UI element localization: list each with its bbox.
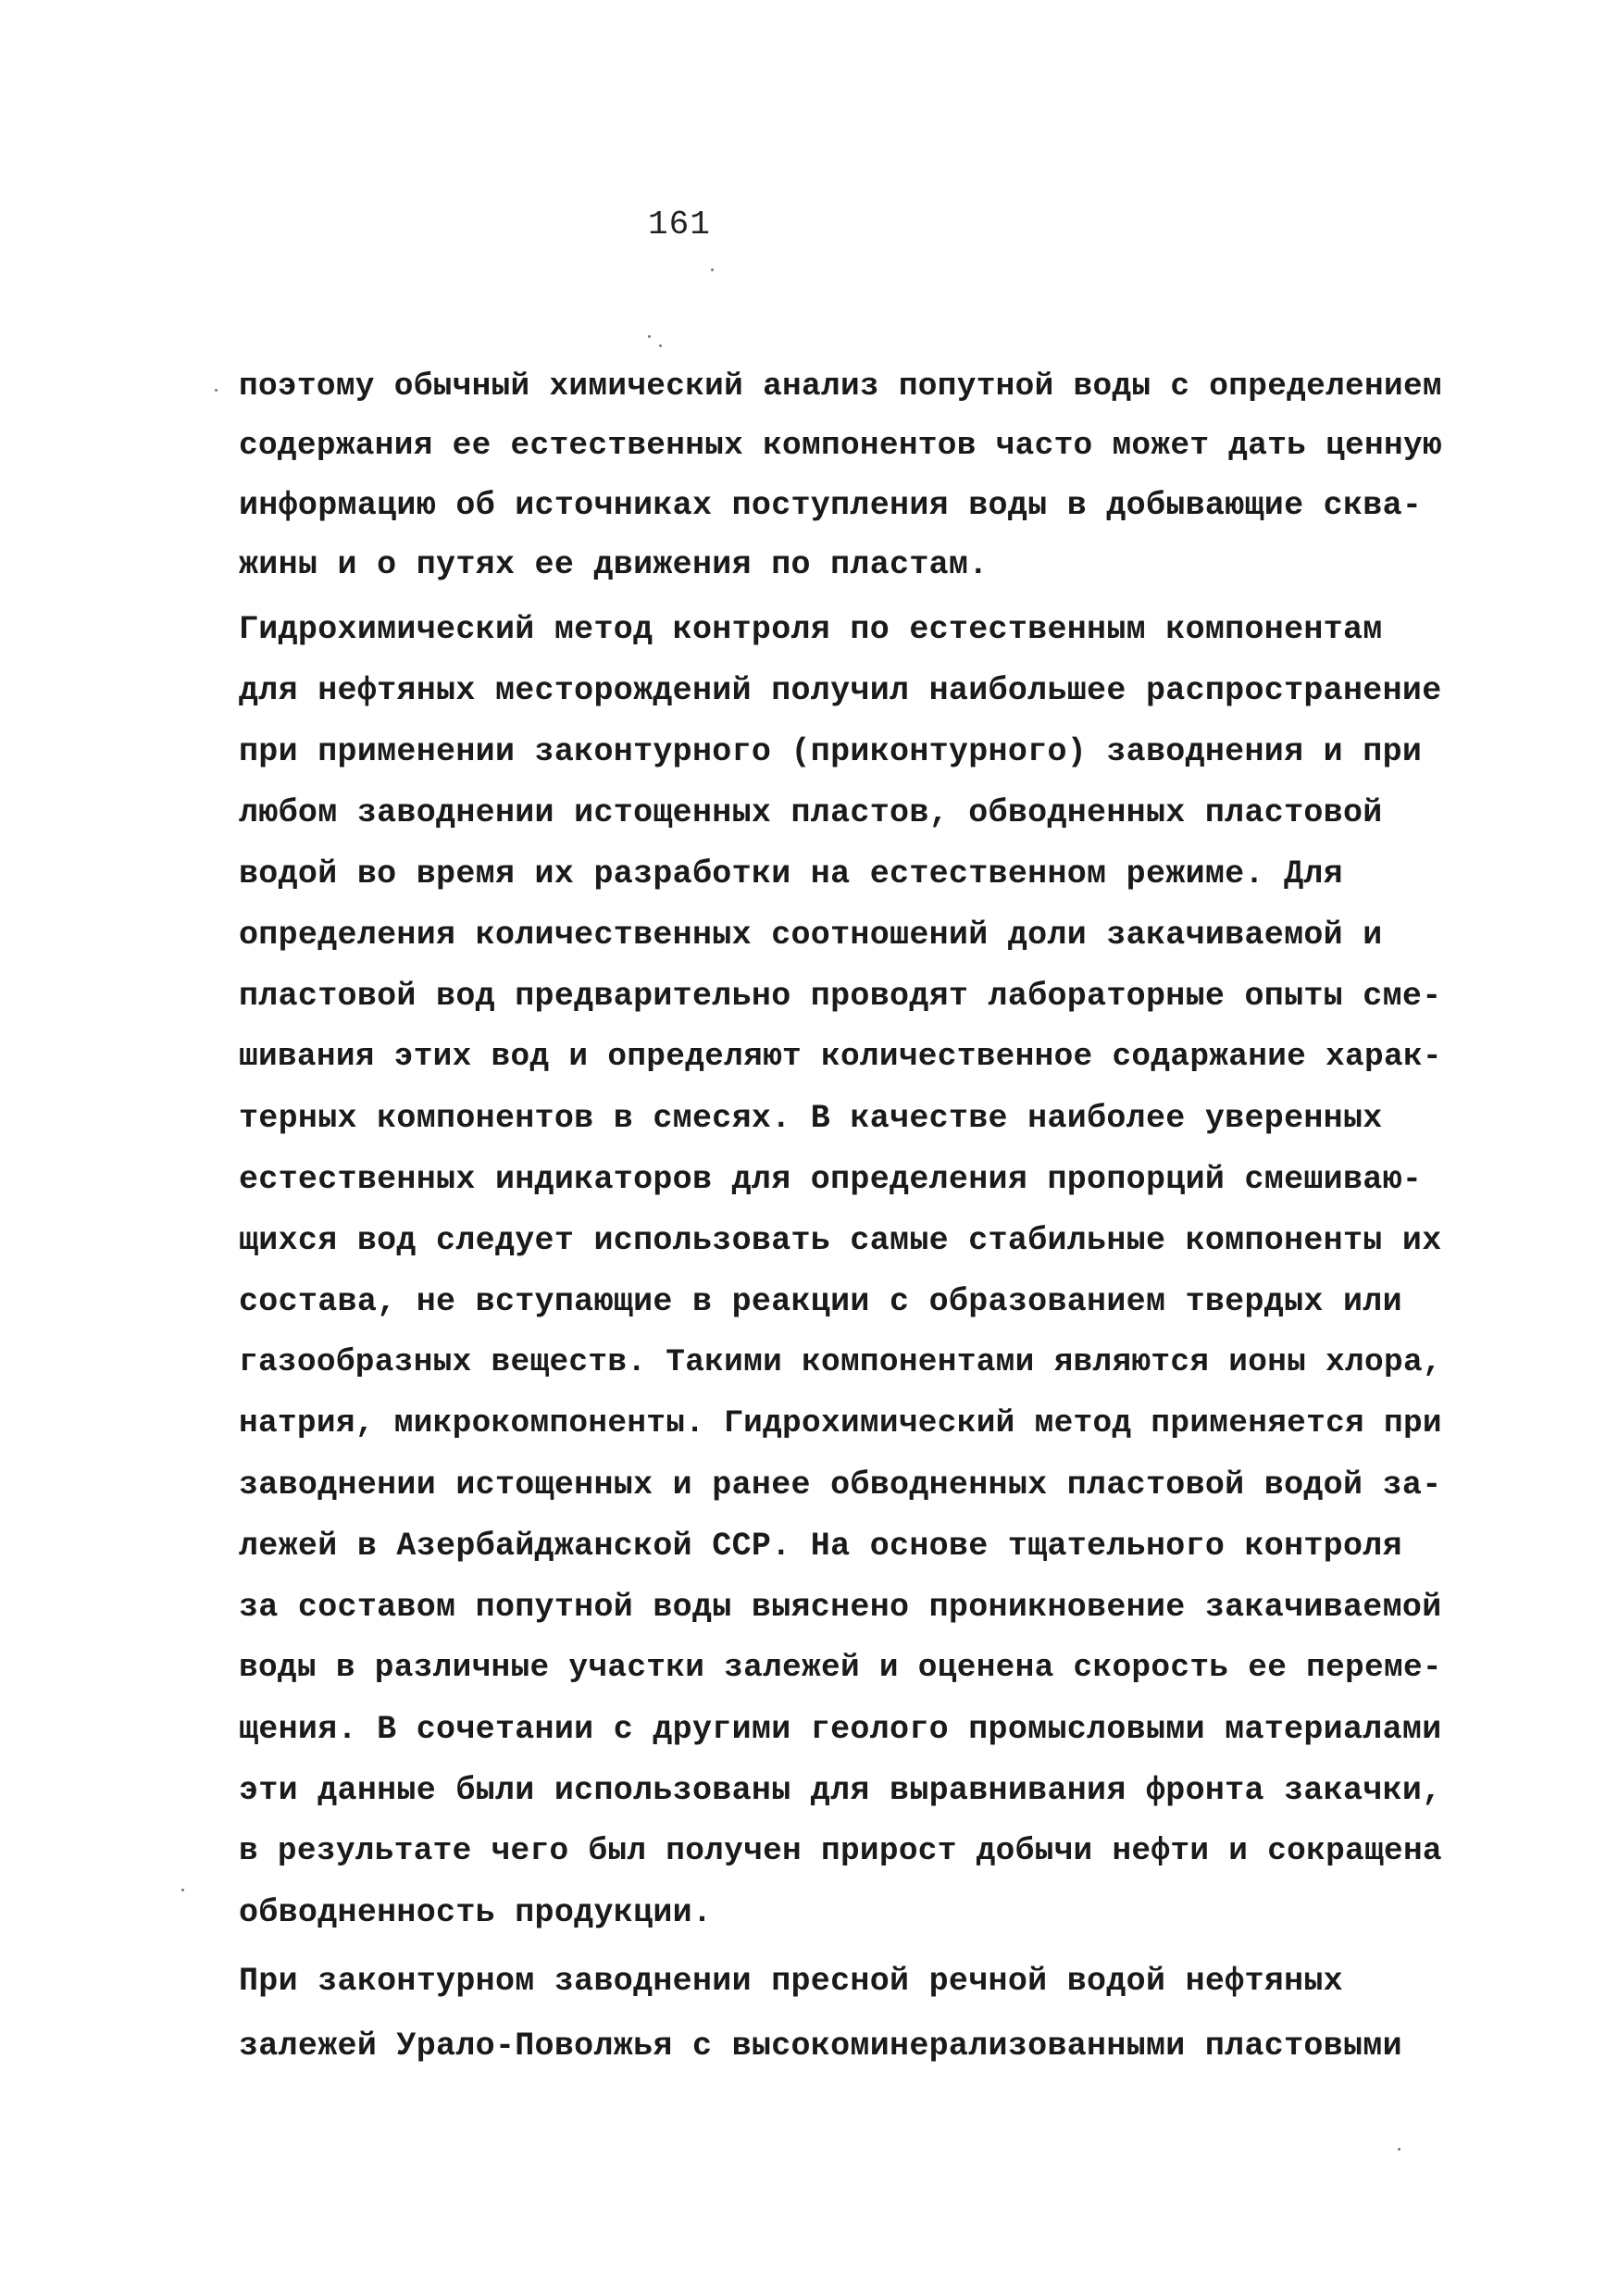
page-number: 161	[648, 206, 711, 243]
text-line: Гидрохимический метод контроля по естественным компонентам	[239, 611, 1383, 648]
text-line: при применении законтурного (приконтурного) заводнения и при	[239, 733, 1423, 770]
text-line: содержания ее естественных компонентов часто может дать ценную	[239, 428, 1442, 464]
scan-speck	[711, 268, 714, 271]
text-line: поэтому обычный химический анализ попутной воды с определением	[239, 368, 1442, 405]
text-line: При законтурном заводнении пресной речной водой нефтяных	[239, 1963, 1343, 2000]
text-line: щения. В сочетании с другими геолого промысловыми материалами	[239, 1711, 1442, 1748]
text-line: газообразных веществ. Такими компонентами являются ионы хлора,	[239, 1344, 1442, 1380]
text-line: щихся вод следует использовать самые стабильные компоненты их	[239, 1222, 1442, 1259]
text-line: естественных индикаторов для определения пропорций смешиваю-	[239, 1161, 1423, 1198]
text-line: лежей в Азербайджанской ССР. На основе тщательного контроля	[239, 1528, 1402, 1565]
text-line: водой во время их разработки на естественном режиме. Для	[239, 855, 1343, 892]
text-line: состава, не вступающие в реакции с образованием твердых или	[239, 1283, 1402, 1320]
scan-speck	[215, 389, 218, 392]
text-line: за составом попутной воды выяснено проникновение закачиваемой	[239, 1589, 1442, 1626]
text-line: шивания этих вод и определяют количественное содаржание харак-	[239, 1039, 1442, 1075]
text-line: жины и о путях ее движения по пластам.	[239, 546, 989, 583]
text-line: обводненность продукции.	[239, 1894, 713, 1931]
text-line: информацию об источниках поступления воды в добывающие сква-	[239, 487, 1423, 524]
scan-speck	[1398, 2148, 1400, 2151]
text-line: натрия, микрокомпоненты. Гидрохимический метод применяется при	[239, 1405, 1442, 1441]
text-line: пластовой вод предварительно проводят лабораторные опыты сме-	[239, 978, 1442, 1015]
text-line: определения количественных соотношений доли закачиваемой и	[239, 917, 1383, 954]
scan-speck	[648, 335, 651, 338]
scan-speck	[181, 1889, 184, 1891]
text-line: терных компонентов в смесях. В качестве наиболее уверенных	[239, 1100, 1383, 1137]
text-line: воды в различные участки залежей и оценена скорость ее переме-	[239, 1650, 1442, 1686]
text-line: любом заводнении истощенных пластов, обводненных пластовой	[239, 794, 1383, 831]
text-line: эти данные были использованы для выравнивания фронта закачки,	[239, 1772, 1442, 1809]
scan-speck	[659, 344, 662, 347]
text-line: залежей Урало-Поволжья с высокоминерализованными пластовыми	[239, 2028, 1402, 2065]
text-line: для нефтяных месторождений получил наибольшее распространение	[239, 672, 1442, 709]
text-line: в результате чего был получен прирост добычи нефти и сокращена	[239, 1833, 1442, 1869]
text-line: заводнении истощенных и ранее обводненных пластовой водой за-	[239, 1466, 1442, 1504]
